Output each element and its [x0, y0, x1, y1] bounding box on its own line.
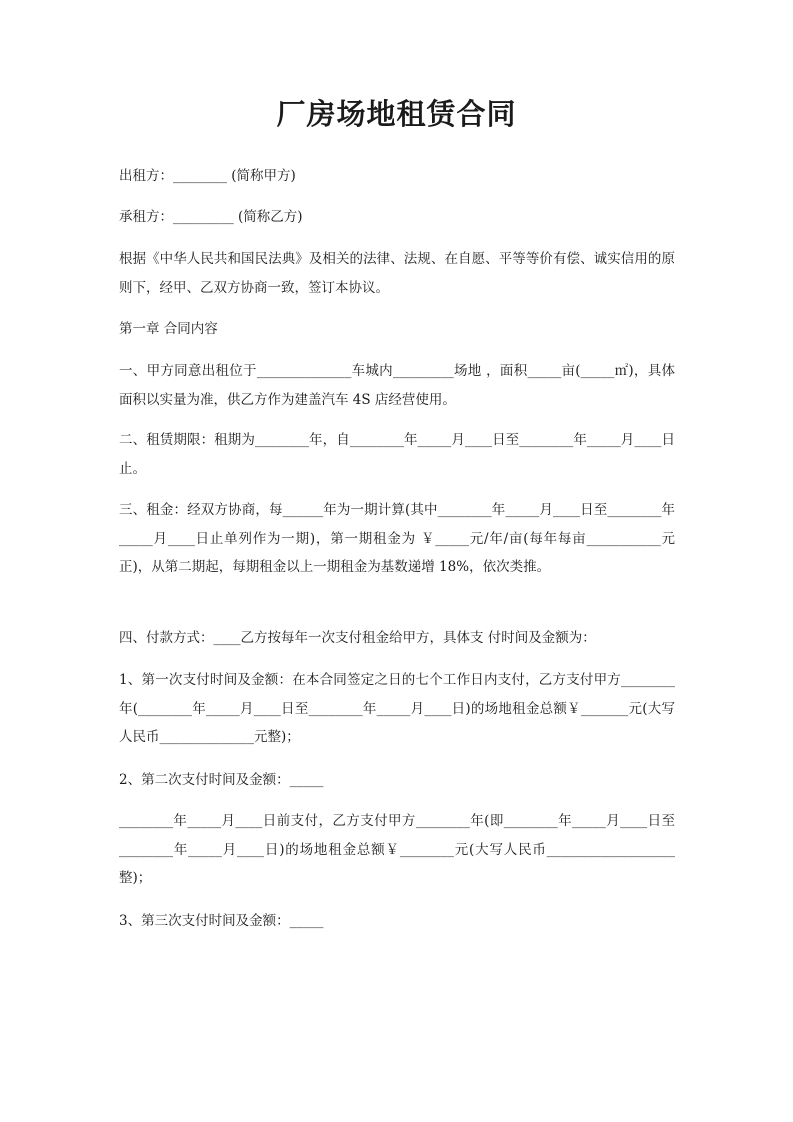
- lessor-line: 出租方：________ (简称甲方): [119, 168, 296, 184]
- clause-premises: 一、甲方同意出租位于______________车城内_________场地 ，面积_____亩(_____㎡)，具体面积以实量为准，供乙方作为建盖汽车 4S 店经营使用。: [119, 363, 675, 408]
- payment-second-heading: 2、第二次支付时间及金额：_____: [119, 772, 324, 788]
- clause-rent: 三、租金：经双方协商，每______年为一期计算(其中________年_____月____日至________年_____月____日止单列作为一期)，第一期租金为 ￥_____元/年/亩(每年每亩___________元正)，从第二期起，每期租金以上一期租金为基数递增 18%，依次类推。: [119, 502, 675, 575]
- clause-payment-method: 四、付款方式：____乙方按每年一次支付租金给甲方，具体支 付时间及金额为：: [119, 630, 596, 646]
- lessee-line: 承租方：_________ (简称乙方): [119, 209, 303, 225]
- payment-second-body: ________年_____月____日前支付，乙方支付甲方________年(即________年_____月____日至________年_____月____日)的场地租金总额￥________元(大写人民币___________________整)；: [119, 813, 675, 886]
- payment-third-heading: 3、第三次支付时间及金额：_____: [119, 913, 324, 929]
- document-title: 厂房场地租赁合同: [276, 97, 517, 131]
- preamble-paragraph: 根据《中华人民共和国民法典》及相关的法律、法规、在自愿、平等等价有偿、诚实信用的原则下，经甲、乙双方协商一致，签订本协议。: [119, 251, 675, 296]
- payment-first: 1、第一次支付时间及金额：在本合同签定之日的七个工作日内支付，乙方支付甲方________年(________年_____月____日至________年_____月____日)的场地租金总额￥_______元(大写人民币______________元整)；: [119, 672, 675, 745]
- clause-lease-term: 二、租赁期限：租期为________年，自________年_____月____日至________年_____月____日止。: [119, 432, 675, 477]
- chapter-heading: 第一章 合同内容: [119, 321, 218, 337]
